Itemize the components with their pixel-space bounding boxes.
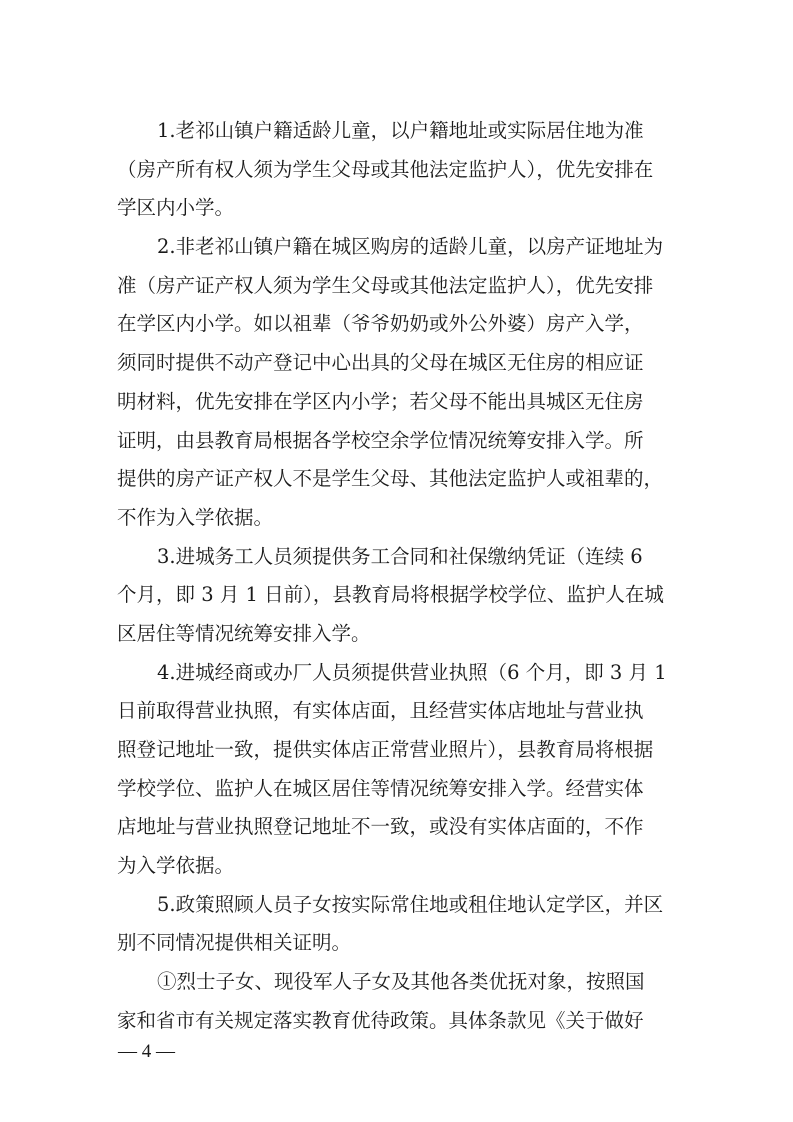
text-line: ①烈士子女、现役军人子女及其他各类优抚对象，按照国: [157, 970, 645, 994]
text-line: （房产所有权人须为学生父母或其他法定监护人），优先安排在: [117, 157, 654, 181]
text-line: 3.进城务工人员须提供务工合同和社保缴纳凭证（连续 6: [157, 544, 643, 568]
text-line: 提供的房产证产权人不是学生父母、其他法定监护人或祖辈的，: [117, 467, 664, 491]
text-line: 1.老祁山镇户籍适龄儿童，以户籍地址或实际居住地为准: [157, 119, 644, 142]
document-body: [117, 112, 697, 1041]
text-line: 在学区内小学。如以祖辈（爷爷奶奶或外公外婆）房产入学，: [117, 312, 644, 336]
text-line: 学校学位、监护人在城区居住等情况统筹安排入学。经营实体: [117, 776, 644, 800]
text-line: 5.政策照顾人员子女按实际常住地或租住地认定学区，并区: [157, 892, 664, 916]
text-line: 家和省市有关规定落实教育优待政策。具体条款见《关于做好: [117, 1008, 644, 1032]
text-line: 不作为入学依据。: [117, 505, 274, 529]
text-line: 个月，即 3 月 1 日前），县教育局将根据学校学位、监护人在城: [117, 583, 664, 607]
text-line: 别不同情况提供相关证明。: [117, 931, 352, 955]
paragraph-5: [117, 886, 697, 963]
paragraph-1: [117, 112, 697, 228]
text-line: 日前取得营业执照，有实体店面，且经营实体店地址与营业执: [117, 699, 644, 723]
text-line: 区居住等情况统筹安排入学。: [117, 621, 371, 645]
text-line: 店地址与营业执照登记地址不一致，或没有实体店面的，不作: [117, 815, 644, 839]
text-line: 证明，由县教育局根据各学校空余学位情况统筹安排入学。所: [117, 428, 644, 452]
text-line: 照登记地址一致，提供实体店正常营业照片），县教育局将根据: [117, 738, 654, 761]
paragraph-4: [117, 654, 697, 886]
text-line: 为入学依据。: [117, 854, 235, 878]
text-line: 明材料，优先安排在学区内小学；若父母不能出具城区无住房: [117, 389, 644, 413]
text-line: 准（房产证产权人须为学生父母或其他法定监护人），优先安排: [117, 273, 654, 297]
paragraph-3: [117, 538, 697, 654]
paragraph-2: [117, 228, 697, 538]
text-line: 须同时提供不动产登记中心出具的父母在城区无住房的相应证: [117, 351, 644, 375]
text-line: 学区内小学。: [117, 196, 235, 220]
page-number: — 4 —: [118, 1041, 175, 1062]
paragraph-6: [117, 963, 697, 1040]
text-line: 2.非老祁山镇户籍在城区购房的适龄儿童，以房产证地址为: [157, 235, 664, 259]
text-line: 4.进城经商或办厂人员须提供营业执照（6 个月，即 3 月 1: [157, 660, 667, 684]
